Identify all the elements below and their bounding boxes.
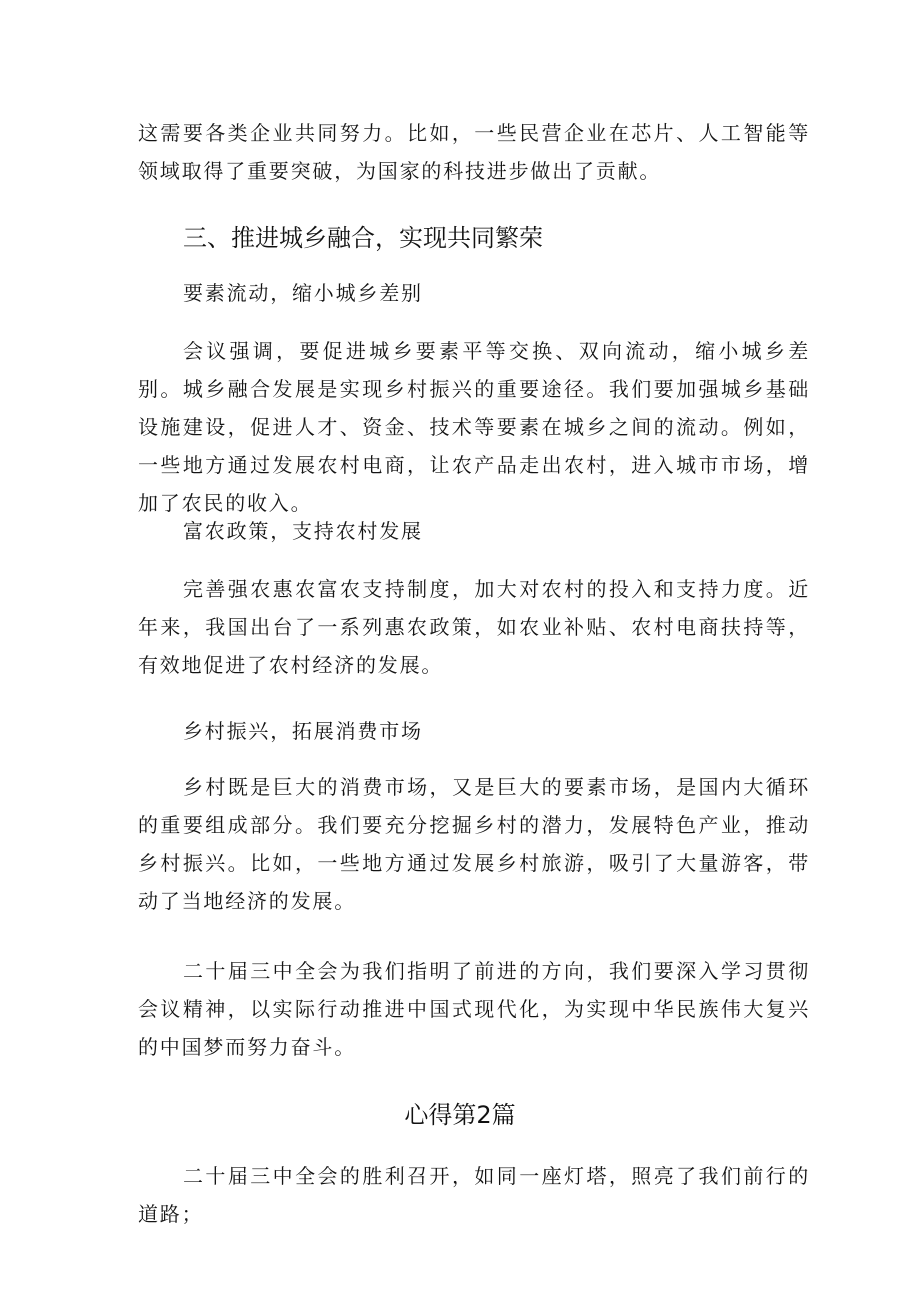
subsection-title-farmer-policy: 富农政策，支持农村发展 [183,519,423,543]
paragraph-article-2-opening: 二十届三中全会的胜利召开，如同一座灯塔，照亮了我们前行的道路； [138,1164,810,1226]
paragraph-continuation: 这需要各类企业共同努力。比如，一些民营企业在芯片、人工智能等领域取得了重要突破，为国家的科技进步做出了贡献。 [138,121,810,183]
section-heading-3: 三、推进城乡融合，实现共同繁荣 [183,224,543,252]
subsection-title-factor-flow: 要素流动，缩小城乡差别 [183,281,423,305]
paragraph-farmer-policy: 完善强农惠农富农支持制度，加大对农村的投入和支持力度。近年来，我国出台了一系列惠农政策，如农业补贴、农村电商扶持等，有效地促进了农村经济的发展。 [138,577,810,677]
article-2-heading: 心得第2篇 [404,1101,516,1129]
paragraph-rural-revitalization: 乡村既是巨大的消费市场，又是巨大的要素市场，是国内大循环的重要组成部分。我们要充分挖掘乡村的潜力，发展特色产业，推动乡村振兴。比如，一些地方通过发展乡村旅游，吸引了大量游客，带动了当地经济的发展。 [138,775,810,913]
paragraph-conclusion: 二十届三中全会为我们指明了前进的方向，我们要深入学习贯彻会议精神，以实际行动推进中国式现代化，为实现中华民族伟大复兴的中国梦而努力奋斗。 [138,959,810,1059]
subsection-title-rural-revitalization: 乡村振兴，拓展消费市场 [183,719,423,743]
paragraph-factor-flow: 会议强调，要促进城乡要素平等交换、双向流动，缩小城乡差别。城乡融合发展是实现乡村振兴的重要途径。我们要加强城乡基础设施建设，促进人才、资金、技术等要素在城乡之间的流动。例如，一些地方通过发展农村电商，让农产品走出农村，进入城市市场，增加了农民的收入。 [138,339,810,515]
